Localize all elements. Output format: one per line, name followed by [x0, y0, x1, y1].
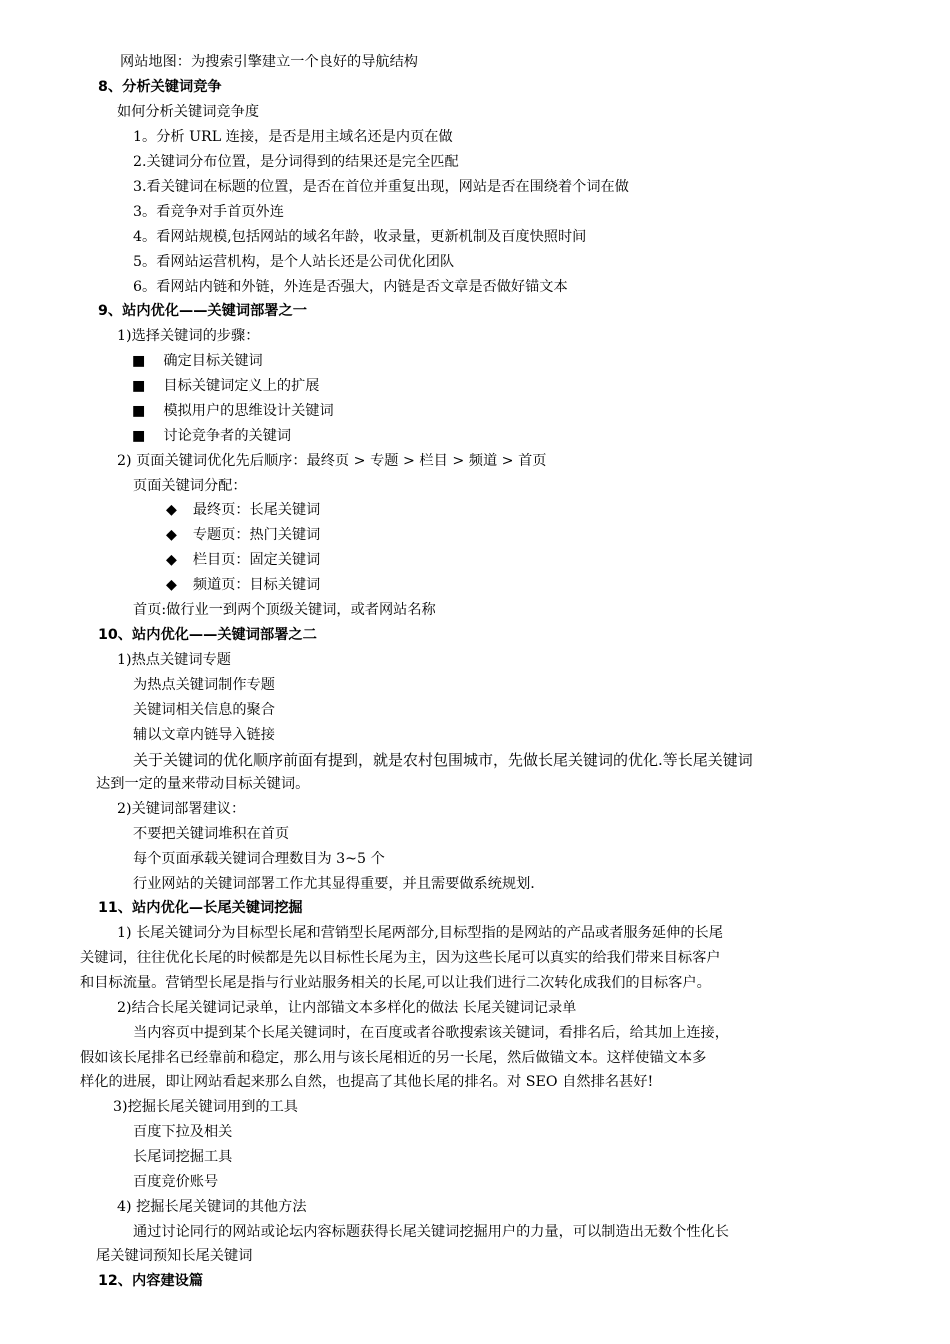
list-item: 3.看关键词在标题的位置，是否在首位并重复出现，网站是否在围绕着个词在做 [133, 179, 629, 195]
square-bullet-icon: ■ [132, 378, 146, 394]
list-item: 2.关键词分布位置，是分词得到的结果还是完全匹配 [133, 154, 459, 170]
square-bullet-icon: ■ [132, 428, 146, 444]
text-line: 百度竞价账号 [133, 1174, 219, 1190]
text-line: 假如该长尾排名已经靠前和稳定，那么用与该长尾相近的另一长尾，然后做锚文本。这样使锚文本多 [80, 1050, 707, 1066]
diamond-bullet-icon: ◆ [166, 527, 177, 543]
text-line: 每个页面承载关键词合理数目为 3~5 个 [133, 851, 385, 867]
text-line: 1)热点关键词专题 [117, 652, 231, 668]
text-line: 页面关键词分配： [133, 478, 247, 494]
diamond-bullet-icon: ◆ [166, 577, 177, 593]
bullet-item: ◆ 频道页：目标关键词 [166, 577, 321, 593]
text-line: 关于关键词的优化顺序前面有提到，就是农村包围城市，先做长尾关键词的优化.等长尾关键词 [133, 751, 753, 769]
bullet-item: ■ 确定目标关键词 [132, 353, 263, 369]
text-line: 百度下拉及相关 [133, 1124, 233, 1140]
text-line: 2) 页面关键词优化先后顺序：最终页 > 专题 > 栏目 > 频道 > 首页 [117, 453, 547, 469]
text-line: 4) 挖掘长尾关键词的其他方法 [117, 1199, 307, 1215]
diamond-bullet-icon: ◆ [166, 552, 177, 568]
bullet-item: ◆ 最终页：长尾关键词 [166, 502, 321, 518]
section-heading-8: 8、分析关键词竞争 [98, 79, 222, 95]
text-line: 如何分析关键词竞争度 [117, 104, 260, 120]
list-item: 3。看竞争对手首页外连 [133, 204, 284, 220]
section-heading-10: 10、站内优化——关键词部署之二 [98, 627, 317, 643]
text-line: 当内容页中提到某个长尾关键词时，在百度或者谷歌搜索该关键词，看排名后，给其加上连接， [133, 1025, 729, 1041]
text-line: 2)关键词部署建议： [117, 801, 246, 817]
list-item: 4。看网站规模,包括网站的域名年龄，收录量，更新机制及百度快照时间 [133, 229, 587, 245]
bullet-item: ◆ 栏目页：固定关键词 [166, 552, 321, 568]
text-line: 尾关键词预知长尾关键词 [96, 1248, 253, 1264]
text-line: 不要把关键词堆积在首页 [133, 826, 290, 842]
list-item: 5。看网站运营机构，是个人站长还是公司优化团队 [133, 254, 455, 270]
square-bullet-icon: ■ [132, 403, 146, 419]
bullet-item: ◆ 专题页：热门关键词 [166, 527, 321, 543]
text-line: 行业网站的关键词部署工作尤其显得重要，并且需要做系统规划. [133, 876, 535, 892]
text-line: 长尾词挖掘工具 [133, 1149, 233, 1165]
text-line: 和目标流量。营销型长尾是指与行业站服务相关的长尾,可以让我们进行二次转化成我们的目标客户。 [80, 975, 711, 991]
section-heading-9: 9、站内优化——关键词部署之一 [98, 303, 307, 319]
text-line: 辅以文章内链导入链接 [133, 727, 275, 743]
text-line: 通过讨论同行的网站或论坛内容标题获得长尾关键词挖掘用户的力量，可以制造出无数个性化长 [133, 1224, 729, 1240]
text-line: 3)挖掘长尾关键词用到的工具 [113, 1099, 299, 1115]
section-heading-12: 12、内容建设篇 [98, 1273, 204, 1289]
text-line: 关键词相关信息的聚合 [133, 702, 275, 718]
text-line: 1)选择关键词的步骤： [117, 328, 260, 344]
diamond-bullet-icon: ◆ [166, 502, 177, 518]
text-line: 2)结合长尾关键词记录单，让内部锚文本多样化的做法 长尾关键词记录单 [117, 1000, 577, 1016]
bullet-item: ■ 目标关键词定义上的扩展 [132, 378, 320, 394]
bullet-item: ■ 讨论竞争者的关键词 [132, 428, 292, 444]
bullet-item: ■ 模拟用户的思维设计关键词 [132, 403, 334, 419]
text-line: 网站地图：为搜索引擎建立一个良好的导航结构 [120, 54, 418, 70]
text-line: 1) 长尾关键词分为目标型长尾和营销型长尾两部分,目标型指的是网站的产品或者服务延伸的长尾 [117, 925, 723, 941]
list-item: 6。看网站内链和外链，外连是否强大，内链是否文章是否做好锚文本 [133, 279, 568, 295]
text-line: 为热点关键词制作专题 [133, 677, 275, 693]
list-item: 1。分析 URL 连接，是否是用主域名还是内页在做 [133, 129, 453, 145]
square-bullet-icon: ■ [132, 353, 146, 369]
section-heading-11: 11、站内优化—长尾关键词挖掘 [98, 900, 303, 916]
text-line: 首页:做行业一到两个顶级关键词，或者网站名称 [133, 602, 436, 618]
text-line: 关键词，往往优化长尾的时候都是先以目标性长尾为主，因为这些长尾可以真实的给我们带来目标客户 [80, 950, 721, 966]
text-line: 达到一定的量来带动目标关键词。 [96, 776, 310, 792]
text-line: 样化的进展，即让网站看起来那么自然，也提高了其他长尾的排名。对 SEO 自然排名甚好! [80, 1074, 654, 1090]
